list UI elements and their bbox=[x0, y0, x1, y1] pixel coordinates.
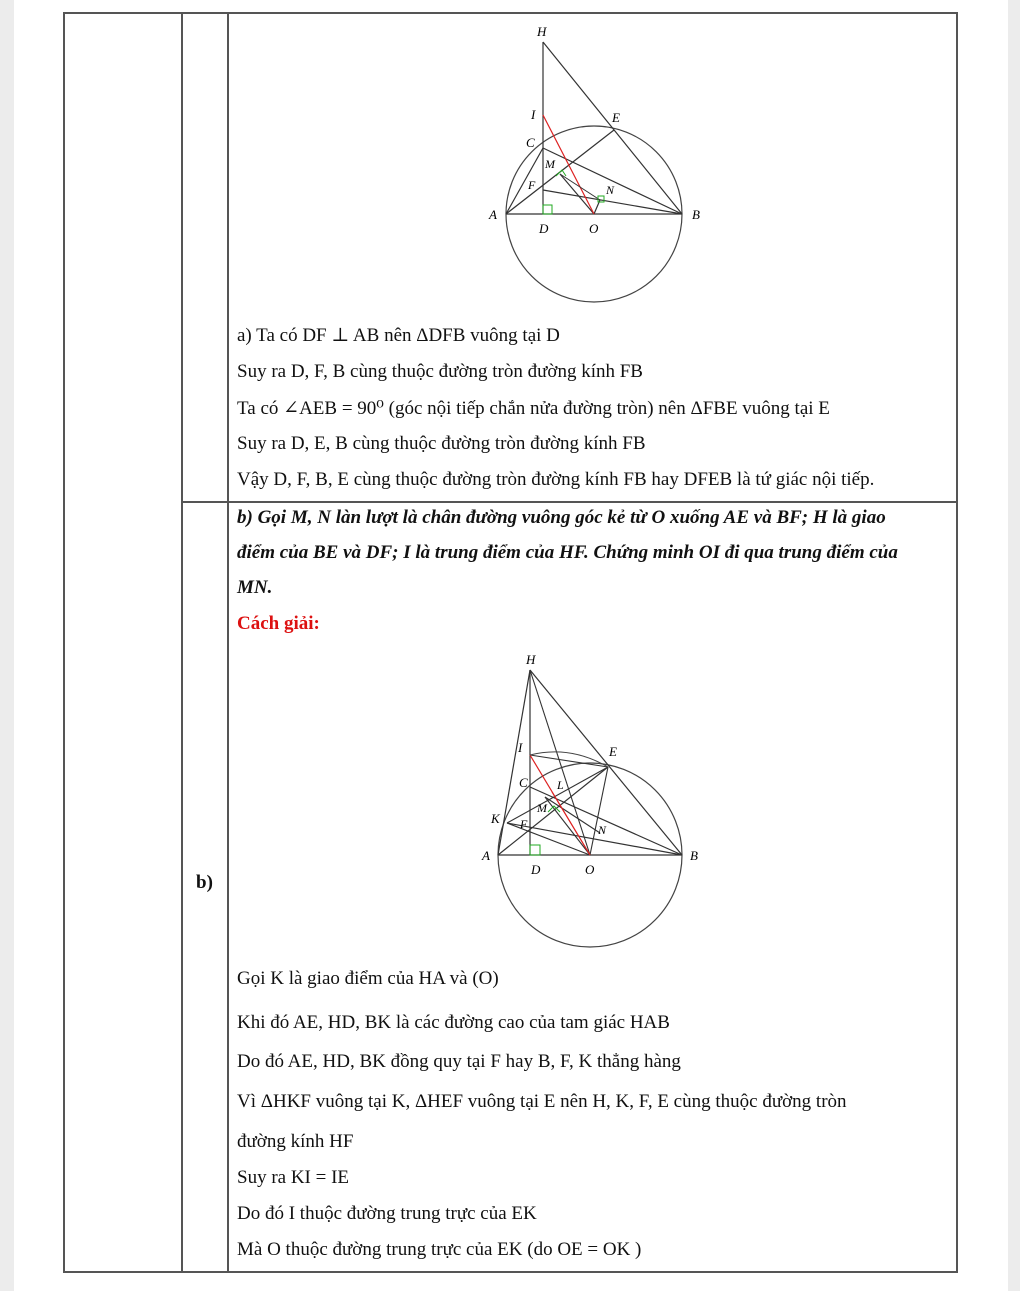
fig2-label-A: A bbox=[482, 848, 490, 863]
part-a-line-2: Suy ra D, F, B cùng thuộc đường tròn đường kính FB bbox=[237, 361, 643, 382]
fig2-label-O: O bbox=[585, 862, 595, 877]
part-a-line-4: Suy ra D, E, B cùng thuộc đường tròn đường kính FB bbox=[237, 433, 646, 454]
fig2-label-F: F bbox=[520, 817, 528, 831]
solution-heading: Cách giải: bbox=[237, 613, 320, 634]
solution-line-1: Gọi K là giao điểm của HA và (O) bbox=[237, 968, 499, 989]
fig2-label-I: I bbox=[518, 740, 523, 755]
table-col1-border bbox=[181, 12, 183, 1273]
geometry-figure-1 bbox=[480, 20, 710, 310]
part-a-line-5: Vậy D, F, B, E cùng thuộc đường tròn đường kính FB hay DFEB là tứ giác nội tiếp. bbox=[237, 469, 875, 490]
fig1-label-M: M bbox=[545, 157, 555, 171]
table-right-border bbox=[956, 12, 958, 1273]
fig2-label-C: C bbox=[519, 775, 528, 790]
table-bottom-border bbox=[63, 1271, 958, 1273]
fig1-label-A: A bbox=[489, 207, 497, 222]
geometry-figure-2 bbox=[472, 645, 712, 950]
fig2-label-M: M bbox=[537, 801, 547, 815]
fig1-label-B: B bbox=[692, 207, 700, 222]
solution-line-8: Mà O thuộc đường trung trực của EK (do OE = OK ) bbox=[237, 1239, 642, 1260]
solution-line-6: Suy ra KI = IE bbox=[237, 1167, 350, 1188]
fig2-label-E: E bbox=[609, 744, 617, 759]
solution-line-3: Do đó AE, HD, BK đồng quy tại F hay B, F, K thẳng hàng bbox=[237, 1051, 681, 1072]
solution-line-4: Vì ΔHKF vuông tại K, ΔHEF vuông tại E nên H, K, F, E cùng thuộc đường tròn bbox=[237, 1091, 847, 1112]
fig1-label-H: H bbox=[537, 24, 547, 39]
fig1-label-F: F bbox=[528, 178, 536, 192]
solution-line-7: Do đó I thuộc đường trung trực của EK bbox=[237, 1203, 537, 1224]
part-b-problem-line-2: điểm của BE và DF; I là trung điểm của HF. Chứng minh OI đi qua trung điểm của bbox=[237, 542, 898, 563]
fig2-label-B: B bbox=[690, 848, 698, 863]
table-col2-border bbox=[227, 12, 229, 1273]
row-label-b: b) bbox=[196, 872, 213, 893]
table-top-border bbox=[63, 12, 958, 14]
solution-line-2: Khi đó AE, HD, BK là các đường cao của tam giác HAB bbox=[237, 1012, 670, 1033]
part-b-problem-line-3: MN. bbox=[237, 577, 273, 598]
row-divider bbox=[181, 501, 958, 503]
solution-line-5: đường kính HF bbox=[237, 1131, 354, 1152]
fig1-label-D: D bbox=[539, 221, 549, 236]
fig2-label-H: H bbox=[526, 652, 536, 667]
part-a-line-3: Ta có ∠AEB = 90⁰ (góc nội tiếp chắn nửa đường tròn) nên ΔFBE vuông tại E bbox=[237, 398, 830, 419]
fig2-label-D: D bbox=[531, 862, 541, 877]
table-left-border bbox=[63, 12, 65, 1273]
fig2-label-L: L bbox=[557, 778, 564, 792]
fig1-label-N: N bbox=[606, 183, 615, 197]
fig1-label-O: O bbox=[589, 221, 599, 236]
part-b-problem-line-1: b) Gọi M, N làn lượt là chân đường vuông góc kẻ từ O xuống AE và BF; H là giao bbox=[237, 507, 886, 528]
fig1-label-E: E bbox=[612, 110, 620, 125]
part-a-line-1: a) Ta có DF ⊥ AB nên ΔDFB vuông tại D bbox=[237, 325, 560, 346]
fig1-label-I: I bbox=[531, 107, 536, 122]
fig2-label-N: N bbox=[598, 823, 607, 837]
fig2-label-K: K bbox=[491, 811, 500, 826]
fig1-label-C: C bbox=[526, 135, 535, 150]
